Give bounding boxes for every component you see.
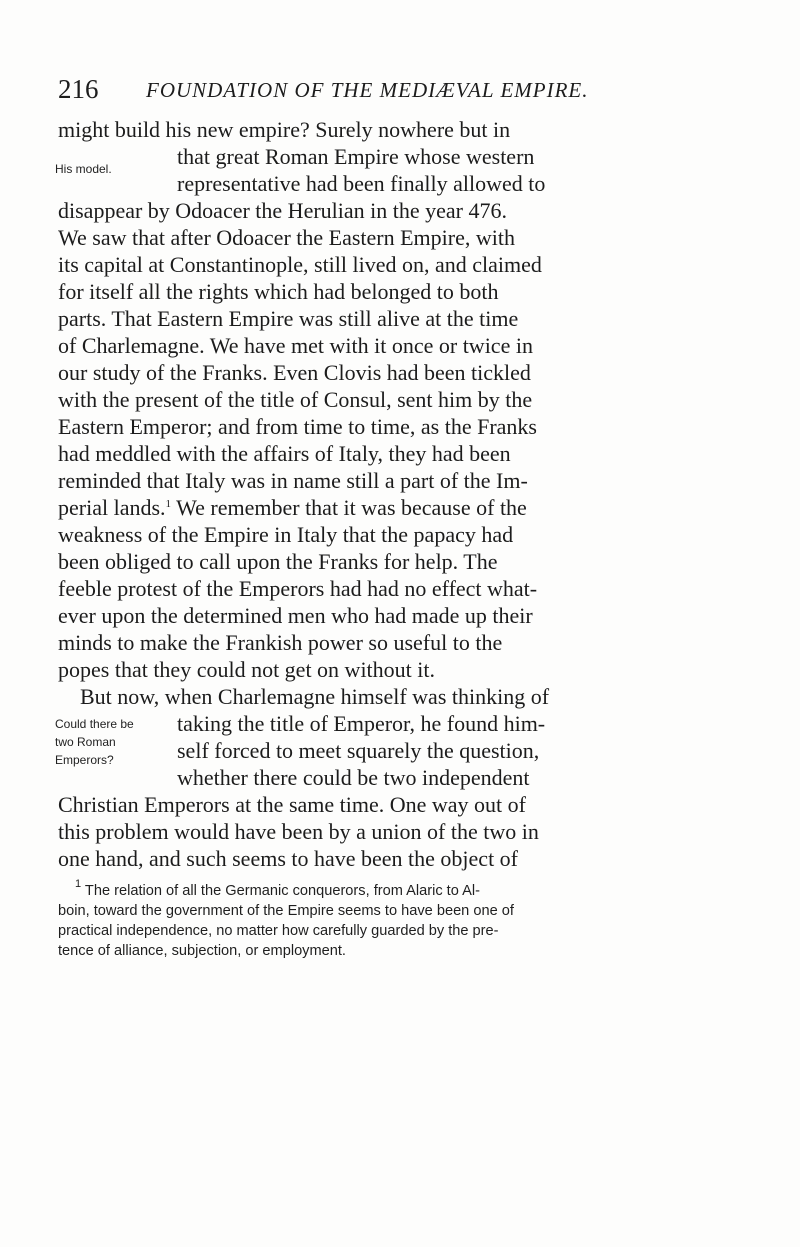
body-line-28: one hand, and such seems to have been the object of (58, 846, 519, 871)
body-line-17: been obliged to call upon the Franks for help. The (58, 549, 498, 574)
footnote-marker: 1 (75, 878, 82, 890)
body-line-22: But now, when Charlemagne himself was thinking of (80, 684, 550, 709)
body-line-8: parts. That Eastern Empire was still alive at the time (58, 306, 519, 331)
body-line-11: with the present of the title of Consul, sent him by the (58, 387, 533, 412)
footnote-line-3: practical independence, no matter how carefully guarded by the pre- (58, 923, 499, 939)
body-line-6: its capital at Constantinople, still lived on, and claimed (58, 252, 542, 277)
body-line-27: this problem would have been by a union of the two in (58, 819, 539, 844)
footnote-line-1: $^1$ The relation of all the Germanic conquerors, from Alaric to Al- (75, 878, 480, 899)
page-number: 216 (58, 74, 99, 104)
body-line-13: had meddled with the affairs of Italy, they had been (58, 441, 511, 466)
margin-note-line: two Roman (55, 735, 116, 749)
body-line-24: self forced to meet squarely the question, (177, 738, 540, 763)
body-line-20: minds to make the Frankish power so useful to the (58, 630, 503, 655)
page-header (58, 72, 698, 106)
running-head: FOUNDATION OF THE MEDIÆVAL EMPIRE. (146, 78, 589, 102)
body-line-15-start: perial lands. (58, 495, 166, 520)
body-line-15 (58, 494, 527, 522)
body-line-15-end: We remember that it was because of the (171, 495, 527, 520)
footnote-line-4: tence of alliance, subjection, or employment. (58, 943, 346, 959)
body-line-14: reminded that Italy was in name still a part of the Im- (58, 468, 528, 493)
body-line-10: our study of the Franks. Even Clovis had been tickled (58, 360, 531, 385)
body-line-9: of Charlemagne. We have met with it once or twice in (58, 333, 533, 358)
body-line-21: popes that they could not get on without it. (58, 657, 436, 682)
body-line-19: ever upon the determined men who had made up their (58, 603, 533, 628)
body-line-25: whether there could be two independent (177, 765, 530, 790)
body-line-23: taking the title of Emperor, he found him- (177, 711, 546, 736)
body-line-3: representative had been finally allowed to (177, 171, 546, 196)
footnote-reference: 1 (165, 498, 172, 510)
body-line-4: disappear by Odoacer the Herulian in the year 476. (58, 198, 507, 223)
body-line-5: We saw that after Odoacer the Eastern Empire, with (58, 225, 515, 250)
body-line-16: weakness of the Empire in Italy that the papacy had (58, 522, 514, 547)
body-line-26: Christian Emperors at the same time. One way out of (58, 792, 526, 817)
body-line-1: might build his new empire? Surely nowhere but in (58, 117, 511, 142)
margin-note-line: Emperors? (55, 753, 114, 767)
body-line-7: for itself all the rights which had belonged to both (58, 279, 499, 304)
margin-note-line: Could there be (55, 717, 134, 731)
body-line-12: Eastern Emperor; and from time to time, as the Franks (58, 414, 537, 439)
body-line-18: feeble protest of the Emperors had had no effect what- (58, 576, 538, 601)
body-line-2: that great Roman Empire whose western (177, 144, 535, 169)
footnote-line-2: boin, toward the government of the Empire seems to have been one of (58, 903, 514, 919)
margin-note-line: His model. (55, 162, 112, 176)
